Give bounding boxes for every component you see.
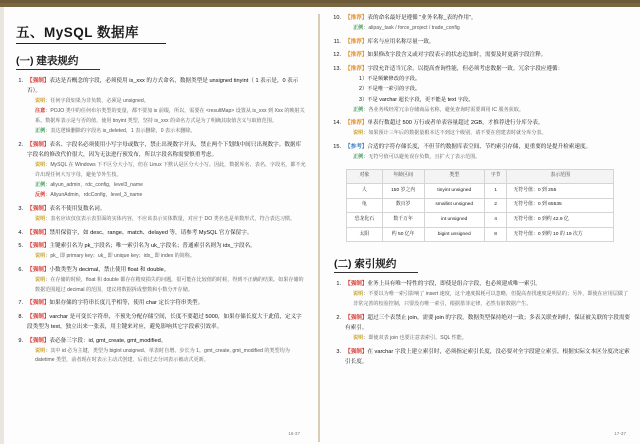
rule-text: 表必备三字段：id, gmt_create, gmt_modified。 — [49, 337, 167, 344]
note-label-zheng: 正例 — [353, 24, 364, 31]
rule-tag-force: 【强制】 — [345, 281, 368, 288]
note-label-shuoming: 说明 — [35, 276, 46, 283]
note-label-fan: 反例 — [35, 192, 46, 199]
rule-number: 3. — [336, 348, 341, 355]
rule-item — [332, 279, 630, 309]
rule-number: 14. — [333, 120, 341, 127]
rule-note — [27, 161, 306, 180]
right-rules-list — [332, 13, 630, 163]
rule-note — [27, 107, 306, 126]
rule-body — [27, 298, 306, 308]
note-separator: ： — [45, 182, 51, 189]
table-row — [347, 227, 614, 242]
note-text: 不要以为唯一索引影响了 insert 速度，这个速度损耗可以忽略，但提高查找速度是明显的；另外，即使在应用层做了非常完善的校验控制，只要没有唯一索引，根据墨菲定律，必然有脏数据产生。 — [353, 291, 629, 307]
rule-body — [27, 204, 306, 225]
rule-item — [332, 37, 630, 47]
rule-text: 主键索引名为 pk_字段名；唯一索引名为 uk_字段名；普通索引名则为 idx_字段名。 — [49, 243, 256, 250]
table-cell: 1 — [484, 184, 507, 199]
rule-number: 2. — [18, 142, 23, 149]
note-text: 任何字段如果为非负数，必须是 unsigned。 — [50, 98, 149, 105]
note-text: 表达逻辑删除的字段名 is_deleted，1 表示删除，0 表示未删除。 — [50, 128, 196, 135]
rule-item — [14, 228, 306, 238]
table-body — [347, 184, 614, 242]
left-rules-list — [14, 76, 306, 366]
rule-item — [14, 140, 306, 201]
rule-number: 4. — [18, 229, 23, 236]
note-label-shuoming: 说明 — [353, 335, 364, 342]
note-separator: ： — [363, 335, 369, 342]
rule-paragraph — [345, 279, 630, 289]
rule-note — [345, 106, 630, 116]
rule-number: 11. — [333, 38, 341, 45]
note-label-shuoming: 说明 — [353, 291, 364, 298]
table-column-header: 表示范围 — [507, 169, 614, 184]
rule-text: 表名不使用复数名词。 — [49, 206, 106, 213]
table-row — [347, 213, 614, 228]
rule-text: 如果存储的字符串长度几乎相等，使用 char 定长字符串类型。 — [49, 300, 204, 307]
subsection-title-underline — [16, 69, 100, 70]
table-cell: 4 — [484, 213, 507, 228]
table-cell: tinyint unsigned — [424, 184, 484, 199]
rule-number: 5. — [18, 243, 23, 250]
table-column-header: 对象 — [347, 169, 383, 184]
table-column-header: 字节 — [484, 169, 507, 184]
data-type-range-table — [346, 169, 614, 243]
note-text: MySQL 在 Windows 下不区分大小写，但在 Linux 下默认是区分大小写。因此，数据库名、表名、字段名，都不允许出现任何大写字母，避免节外生枝。 — [35, 162, 306, 178]
table-cell: 数百岁 — [382, 198, 424, 213]
rule-body — [27, 140, 306, 201]
note-text: 各业务线经常冗余存储商品名称，避免查询时需要调用 IC 服务获取。 — [368, 106, 524, 113]
rule-note — [27, 252, 306, 262]
rule-text: 禁用保留字，如 desc、range、match、delayed 等，请参考 MySQL 官方保留字。 — [49, 229, 253, 236]
note-separator: ： — [363, 106, 369, 113]
table-cell: 无符号值：0 到约 42.9 亿 — [507, 213, 614, 228]
rule-item — [14, 241, 306, 262]
table-header-row — [347, 169, 614, 184]
two-column-layout — [4, 7, 640, 444]
rule-paragraph — [27, 204, 306, 214]
rule-subitem: 3）不是 varchar 超长字段，更不能是 text 字段。 — [359, 96, 474, 103]
note-label-shuoming: 说明 — [35, 98, 46, 105]
rule-paragraph — [345, 64, 630, 74]
rule-body — [27, 312, 306, 333]
rule-paragraph — [345, 313, 630, 334]
rule-paragraph — [345, 50, 630, 60]
rule-paragraph — [27, 228, 306, 238]
note-separator: ： — [45, 253, 51, 260]
note-text: 即使双表 join 也要注意表索引、SQL 性能。 — [368, 335, 467, 342]
rule-body — [27, 336, 306, 366]
rule-note — [27, 215, 306, 225]
note-label-zheng: 正例 — [35, 182, 46, 189]
rule-item — [14, 76, 306, 137]
rule-tag-rec: 【推荐】 — [345, 15, 368, 21]
rule-note — [27, 191, 306, 201]
note-text: 表名应该仅仅表示表里面的实体内容，不应该表示实体数量，对应于 DO 类名也是单数形式，符合表达习惯。 — [50, 215, 296, 222]
rule-paragraph — [27, 298, 306, 308]
rule-text: 库名与应用名称尽量一致。 — [367, 38, 435, 45]
rule-tag-force: 【强制】 — [27, 337, 50, 344]
note-text: AliyunAdmin，rdcConfig，level_3_name — [50, 192, 143, 199]
note-separator: ： — [45, 108, 51, 115]
rule-paragraph — [345, 347, 630, 368]
note-separator: ： — [45, 128, 51, 135]
rule-body — [345, 279, 630, 309]
rule-body — [27, 265, 306, 295]
rule-item — [332, 313, 630, 344]
note-separator: ： — [363, 130, 369, 137]
rule-tag-force: 【强制】 — [27, 206, 50, 213]
rule-item — [14, 265, 306, 295]
rule-item — [14, 204, 306, 225]
table-column-header: 年龄区间 — [382, 169, 424, 184]
rule-body — [27, 76, 306, 137]
rule-text: 小数类型为 decimal，禁止使用 float 和 double。 — [49, 267, 170, 274]
rule-tag-force: 【强制】 — [27, 300, 50, 307]
rule-number: 1. — [336, 281, 341, 288]
rule-tag-rec: 【推荐】 — [345, 120, 368, 127]
rule-number: 15. — [333, 144, 341, 151]
left-column — [4, 7, 316, 444]
page-number-left: 16-37 — [288, 431, 300, 436]
rule-tag-ref: 【参考】 — [345, 144, 368, 151]
note-separator: ： — [363, 24, 369, 31]
rule-body — [27, 241, 306, 262]
note-label-shuoming: 说明 — [35, 162, 46, 169]
rule-text: varchar 是可变长字符串，不预先分配存储空间，长度不要超过 5000，如果存储长度大于此值，定义字段类型为 text，独立出来一张表，用主键来对应，避免影响其它字段索引效率。 — [27, 313, 302, 331]
rule-body — [345, 37, 630, 47]
table-cell: 8 — [484, 227, 507, 242]
table-cell: bigint unsigned — [424, 227, 484, 242]
rule-tag-force: 【强制】 — [345, 348, 368, 355]
section-title: 五、MySQL 数据库 — [16, 25, 140, 40]
subsection-title-underline-index — [334, 272, 418, 273]
rule-paragraph — [345, 118, 630, 128]
note-text: POJO 类中的任何布尔类型的变量，都不要加 is 前缀，所以，需要在 <resultMap> 设置从 is_xxx 到 Xxx 的映射关系。数据库表示是与否的值，使用 tinyint 类型，坚持 is_xxx 的命名方式是为了明确其取值含义与取值范围。 — [35, 108, 305, 125]
table-cell: 2 — [484, 198, 507, 213]
rule-paragraph — [345, 37, 630, 47]
table-cell: 无符号值：0 到约 10 的 19 次方 — [507, 227, 614, 242]
rule-number: 1. — [18, 78, 23, 84]
rule-number: 7. — [18, 300, 23, 307]
table-column-header: 类型 — [424, 169, 484, 184]
note-separator: ： — [45, 215, 51, 222]
rule-note — [345, 153, 630, 163]
rule-text: 在 varchar 字段上建立索引时，必须指定索引长度，没必要对全字段建立索引，根据实际文本区分度决定索引长度。 — [345, 348, 630, 366]
note-separator: ： — [45, 276, 51, 283]
rule-item — [332, 118, 630, 139]
rule-note — [27, 181, 306, 191]
note-label-zhuyi: 注意 — [35, 108, 46, 115]
note-label-shuoming: 说明 — [35, 253, 46, 260]
note-text: 如果预计三年后的数据量根本达不到这个级别，请不要在创建表时就分库分表。 — [368, 130, 547, 137]
note-text: 无符号值可以避免误存负数，且扩大了表示范围。 — [368, 154, 481, 160]
table-cell: smallint unsigned — [424, 198, 484, 213]
rule-item — [332, 50, 630, 60]
rule-text: 表达是否概念的字段，必须使用 is_xxx 的方式命名，数据类型是 unsigned tinyint（ 1 表示是，0 表示否）。 — [27, 78, 299, 95]
rule-paragraph — [27, 140, 306, 161]
rule-paragraph — [27, 265, 306, 275]
subsection-title-index-rules: (二) 索引规约 — [334, 258, 397, 271]
note-label-zheng: 正例 — [353, 106, 364, 113]
top-bar-highlight — [0, 0, 640, 3]
table-cell: 150 岁之内 — [382, 184, 424, 199]
rule-body — [345, 13, 630, 34]
note-label-zheng: 正例 — [35, 128, 46, 135]
note-separator: ： — [45, 347, 51, 354]
rule-note — [345, 24, 630, 34]
table-cell: 无符号值：0 到 65535 — [507, 198, 614, 213]
rule-text: 表的命名最好是遵循 “业务名称_表的作用”。 — [367, 15, 477, 21]
rule-number: 10. — [333, 15, 341, 21]
subsection-title-table-rules: (一) 建表规约 — [16, 55, 79, 67]
rule-subitem: 1）不是频繁修改的字段。 — [359, 76, 421, 83]
rule-tag-force: 【强制】 — [27, 267, 50, 274]
rule-tag-rec: 【推荐】 — [345, 65, 368, 72]
table-cell: 数千万年 — [382, 213, 424, 228]
rule-body — [345, 347, 630, 368]
rule-text: 表名、字段名必须使用小写字母或数字，禁止出现数字开头，禁止两个下划线中间只出现数字。数据库字段名的修改代价很大，因为无法进行预发布，所以字段名称需要慎重考虑。 — [27, 142, 302, 159]
rule-tag-rec: 【推荐】 — [345, 38, 368, 45]
rule-number: 6. — [18, 267, 23, 274]
rule-body — [345, 50, 630, 60]
note-label-shuoming: 说明 — [353, 130, 364, 137]
rule-note — [345, 290, 630, 309]
rule-tag-rec: 【推荐】 — [345, 52, 368, 59]
rule-tag-force: 【强制】 — [27, 243, 50, 250]
rule-item — [14, 298, 306, 308]
rule-tag-force: 【强制】 — [27, 313, 50, 320]
rule-text: 超过三个表禁止 join。需要 join 的字段，数据类型保持绝对一致；多表关联查询时，保证被关联的字段需要有索引。 — [345, 314, 631, 332]
rule-tag-force: 【强制】 — [27, 142, 50, 149]
right-column — [316, 7, 640, 444]
table-cell: 恐龙化石 — [347, 213, 383, 228]
table-cell: 龟 — [347, 198, 383, 213]
rule-note — [345, 129, 630, 139]
index-rules-list — [332, 279, 630, 367]
rule-text: 合适的字符存储长度，不但节约数据库表空间、节约索引存储，更重要的是提升检索速度。 — [367, 144, 592, 151]
rule-body — [345, 64, 630, 116]
rule-paragraph — [27, 312, 306, 333]
rule-tag-force: 【强制】 — [345, 314, 368, 321]
rule-note — [27, 276, 306, 295]
rule-tag-force: 【强制】 — [27, 229, 50, 236]
rule-subitem-list — [345, 74, 630, 105]
rule-item — [14, 312, 306, 333]
table-cell: 太阳 — [347, 227, 383, 242]
rule-body — [345, 142, 630, 163]
rule-paragraph — [345, 142, 630, 152]
note-label-shuoming: 说明 — [35, 347, 46, 354]
rule-number: 8. — [18, 313, 23, 320]
rule-item — [332, 142, 630, 163]
rule-number: 13. — [333, 65, 341, 72]
note-text: alipay_task / force_project / trade_config — [368, 24, 460, 31]
table-cell: 无符号值：0 到 255 — [507, 184, 614, 199]
rule-number: 3. — [18, 206, 23, 213]
section-title-underline — [16, 43, 166, 44]
rule-subitem: 2）不是唯一索引的字段。 — [359, 86, 421, 93]
table-row — [347, 198, 614, 213]
rule-paragraph — [27, 241, 306, 251]
table-cell: 人 — [347, 184, 383, 199]
note-text: 在存储的时候，float 和 double 都存在精度损失的问题，很可能在比较值的时候，得到不正确的结果。如果存储的数据范围超过 decimal 的范围，建议将数据拆成整数和小数分开存储。 — [35, 276, 304, 293]
rule-body — [27, 228, 306, 238]
rule-item — [14, 336, 306, 366]
table-header — [347, 169, 614, 184]
note-separator: ： — [45, 98, 51, 105]
rule-paragraph — [345, 13, 630, 23]
rule-note — [27, 97, 306, 107]
rule-body — [345, 118, 630, 139]
note-label-zheng: 正例 — [353, 154, 364, 160]
note-text: aliyun_admin，rdc_config，level3_name — [50, 182, 143, 189]
rule-text: 单表行数超过 500 万行或者单表容量超过 2GB，才推荐进行分库分表。 — [367, 120, 544, 127]
rule-tag-force: 【强制】 — [27, 78, 50, 84]
note-label-shuoming: 说明 — [35, 215, 46, 222]
note-separator: ： — [45, 162, 51, 169]
rule-item — [332, 13, 630, 34]
rule-number: 2. — [336, 314, 341, 321]
rule-paragraph — [27, 336, 306, 346]
rule-text: 如果修改字段含义或对字段表示的状态追加时，需要及时更新字段注释。 — [367, 52, 547, 59]
note-text: pk_ 即 primary key；uk_ 即 unique key；idx_ 即 index 的简称。 — [50, 253, 195, 260]
rule-item — [332, 64, 630, 116]
note-separator: ： — [363, 291, 369, 298]
rule-body — [345, 313, 630, 344]
note-separator: ： — [45, 192, 51, 199]
rule-note — [27, 127, 306, 137]
rule-paragraph — [27, 76, 306, 97]
rule-text: 字段允许适当冗余，以提高查询性能，但必须考虑数据一致。冗余字段应遵循： — [367, 65, 564, 72]
note-text: 其中 id 必为主键，类型为 bigint unsigned、单表时自增、步长为 1。gmt_create, gmt_modified 的类型均为 datetime 类型，前者现在时表示主动式创建，后者过去分词表示被动式更新。 — [35, 347, 290, 364]
rule-note — [345, 334, 630, 344]
table-cell: 约 50 亿年 — [382, 227, 424, 242]
rule-number: 12. — [333, 52, 341, 59]
rule-number: 9. — [18, 337, 23, 344]
note-separator: ： — [363, 154, 369, 160]
rule-item — [332, 347, 630, 368]
table-cell: int unsigned — [424, 213, 484, 228]
page-number-right: 17-37 — [614, 431, 626, 436]
rule-text: 业务上具有唯一特性的字段，即使是组合字段，也必须建成唯一索引。 — [367, 281, 541, 288]
top-decorative-bar — [0, 0, 640, 7]
rule-note — [27, 347, 306, 366]
table-row — [347, 184, 614, 199]
